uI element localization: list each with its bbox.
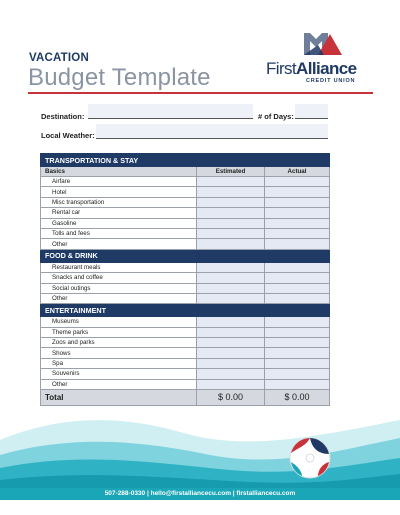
estimated-cell[interactable] [197, 338, 265, 348]
actual-cell[interactable] [265, 317, 330, 327]
estimated-cell[interactable] [197, 218, 265, 228]
section-header-row [41, 249, 330, 262]
expense-item-label: Restaurant meals [41, 262, 197, 272]
table-row [41, 218, 330, 228]
days-field[interactable] [295, 104, 328, 119]
expense-item-label: Spa [41, 358, 197, 368]
table-row [41, 228, 330, 238]
expense-item-label: Shows [41, 348, 197, 358]
table-row [41, 327, 330, 337]
header-divider [28, 92, 373, 94]
actual-cell[interactable] [265, 283, 330, 293]
actual-cell[interactable] [265, 327, 330, 337]
table-row [41, 379, 330, 389]
weather-field[interactable] [96, 124, 328, 139]
table-row [41, 338, 330, 348]
estimated-cell[interactable] [197, 379, 265, 389]
actual-cell[interactable] [265, 197, 330, 207]
estimated-cell[interactable] [197, 273, 265, 283]
estimated-cell[interactable] [197, 348, 265, 358]
table-row [41, 273, 330, 283]
section-title: ENTERTAINMENT [41, 304, 330, 317]
estimated-cell[interactable] [197, 208, 265, 218]
estimated-cell[interactable] [197, 358, 265, 368]
actual-cell[interactable] [265, 187, 330, 197]
days-label: # of Days: [258, 112, 294, 121]
actual-cell[interactable] [265, 338, 330, 348]
brand-name-first: First [266, 59, 297, 78]
brand-wordmark [266, 59, 356, 79]
estimated-cell[interactable] [197, 283, 265, 293]
page-title: Budget Template [28, 64, 211, 91]
expense-item-label: Museums [41, 317, 197, 327]
estimated-cell[interactable] [197, 262, 265, 272]
table-row [41, 262, 330, 272]
actual-cell[interactable] [265, 358, 330, 368]
section-title: TRANSPORTATION & STAY [41, 154, 330, 167]
actual-cell[interactable] [265, 369, 330, 379]
actual-cell[interactable] [265, 177, 330, 187]
table-row [41, 208, 330, 218]
expense-item-label: Tolls and fees [41, 228, 197, 238]
actual-cell[interactable] [265, 208, 330, 218]
actual-cell[interactable] [265, 218, 330, 228]
beach-ball-icon [288, 436, 332, 480]
table-row [41, 348, 330, 358]
table-row [41, 197, 330, 207]
table-row [41, 293, 330, 303]
total-actual: $ 0.00 [265, 390, 330, 406]
section-header-row [41, 154, 330, 167]
expense-item-label: Airfare [41, 177, 197, 187]
header-kicker: VACATION [29, 52, 89, 64]
estimated-cell[interactable] [197, 327, 265, 337]
expense-item-label: Misc transportation [41, 197, 197, 207]
actual-cell[interactable] [265, 379, 330, 389]
footer-contact: 507-288-0330 | hello@firstalliancecu.com | firstalliancecu.com [104, 490, 296, 497]
estimated-cell[interactable] [197, 197, 265, 207]
section-header-row [41, 304, 330, 317]
column-header: Basics [41, 167, 197, 177]
estimated-cell[interactable] [197, 239, 265, 249]
table-row [41, 177, 330, 187]
expense-item-label: Gasoline [41, 218, 197, 228]
expense-item-label: Hotel [41, 187, 197, 197]
expense-item-label: Other [41, 379, 197, 389]
expense-item-label: Other [41, 293, 197, 303]
destination-label: Destination: [41, 112, 85, 121]
budget-table [40, 153, 330, 406]
destination-field[interactable] [88, 104, 253, 119]
table-row [41, 317, 330, 327]
expense-item-label: Social outings [41, 283, 197, 293]
actual-cell[interactable] [265, 228, 330, 238]
estimated-cell[interactable] [197, 228, 265, 238]
table-row [41, 239, 330, 249]
column-header: Estimated [197, 167, 265, 177]
table-row [41, 187, 330, 197]
estimated-cell[interactable] [197, 317, 265, 327]
estimated-cell[interactable] [197, 293, 265, 303]
brand-subtitle: CREDIT UNION [306, 78, 356, 84]
total-estimated: $ 0.00 [197, 390, 265, 406]
estimated-cell[interactable] [197, 369, 265, 379]
expense-item-label: Theme parks [41, 327, 197, 337]
actual-cell[interactable] [265, 273, 330, 283]
estimated-cell[interactable] [197, 187, 265, 197]
expense-item-label: Rental car [41, 208, 197, 218]
table-row [41, 358, 330, 368]
expense-item-label: Souvenirs [41, 369, 197, 379]
column-header: Actual [265, 167, 330, 177]
expense-item-label: Snacks and coffee [41, 273, 197, 283]
expense-item-label: Zoos and parks [41, 338, 197, 348]
total-row [41, 390, 330, 406]
estimated-cell[interactable] [197, 177, 265, 187]
table-row [41, 369, 330, 379]
table-row [41, 283, 330, 293]
total-label: Total [41, 390, 197, 406]
expense-item-label: Other [41, 239, 197, 249]
section-title: FOOD & DRINK [41, 249, 330, 262]
actual-cell[interactable] [265, 348, 330, 358]
actual-cell[interactable] [265, 262, 330, 272]
column-header-row [41, 167, 330, 177]
brand-name-second: Alliance [296, 59, 357, 78]
weather-label: Local Weather: [41, 131, 95, 140]
actual-cell[interactable] [265, 239, 330, 249]
actual-cell[interactable] [265, 293, 330, 303]
